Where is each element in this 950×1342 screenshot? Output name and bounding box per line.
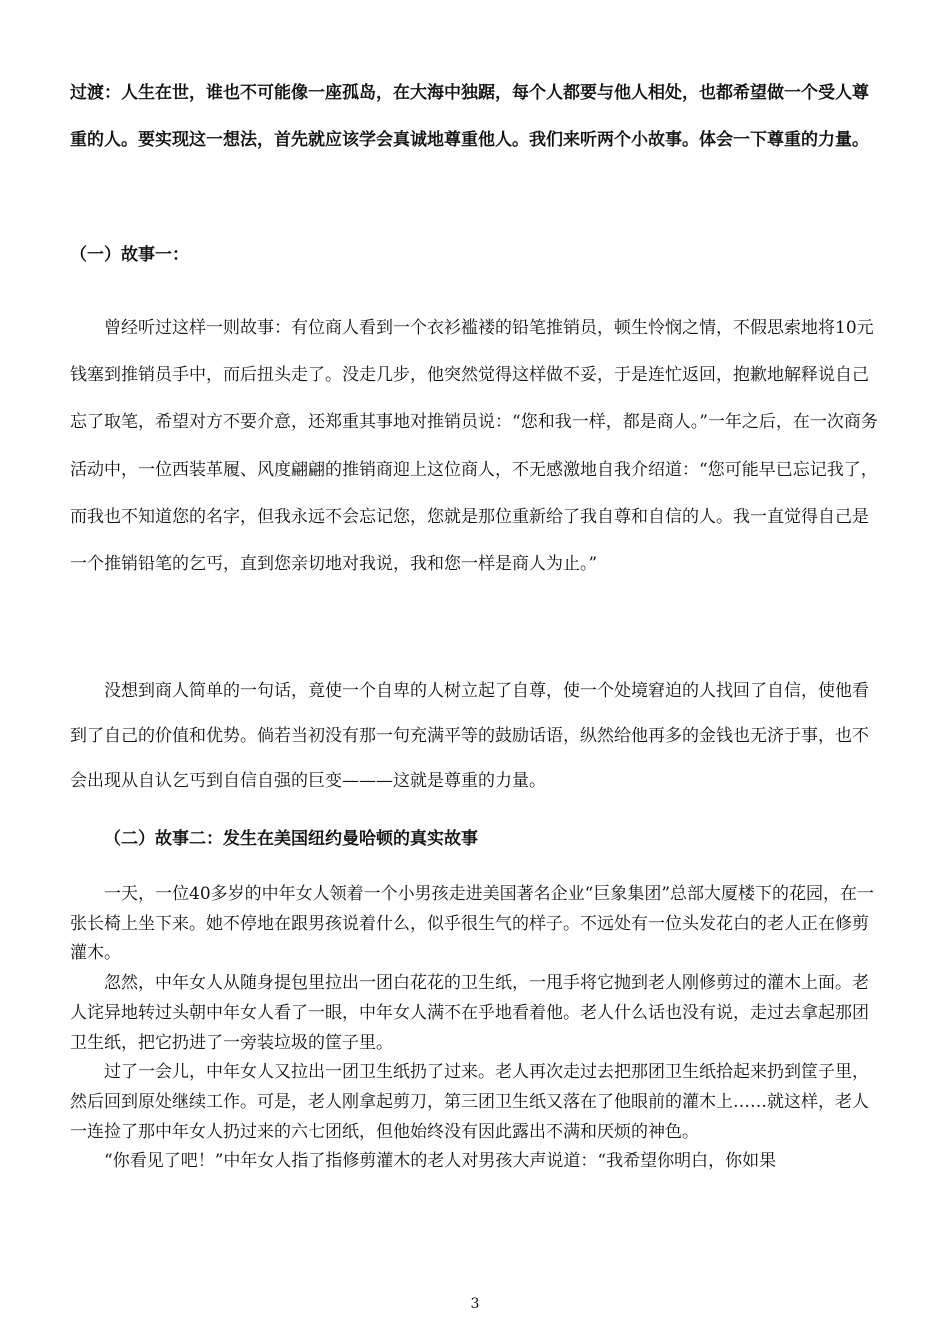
story1-paragraph-2: 没想到商人简单的一句话，竟使一个自卑的人树立起了自尊，使一个处境窘迫的人找回了自信，使他看到了自己的价值和优势。倘若当初没有那一句充满平等的鼓励话语，纵然给他再多的金钱也无济于事，也不会出现从自认乞丐到自信自强的巨变———这就是尊重的力量。	[70, 681, 869, 791]
page-number: 3	[470, 1296, 480, 1312]
story2-heading: （二）故事二：发生在美国纽约曼哈顿的真实故事	[104, 829, 478, 849]
story2-paragraph-3: 过了一会儿，中年女人又拉出一团卫生纸扔了过来。老人再次走过去把那团卫生纸拾起来扔到筐子里，然后回到原处继续工作。可是，老人刚拿起剪刀，第三团卫生纸又落在了他眼前的灌木上……就这样，老人一连捡了那中年女人扔过来的六七团纸，但他始终没有因此露出不满和厌烦的神色。	[70, 1062, 869, 1142]
story1-heading: （一）故事一：	[70, 245, 189, 265]
story2-body	[70, 880, 882, 1177]
story2-paragraph-2: 忽然，中年女人从随身提包里拉出一团白花花的卫生纸，一甩手将它抛到老人刚修剪过的灌木上面。老人诧异地转过头朝中年女人看了一眼，中年女人满不在乎地看着他。老人什么话也没有说，走过去拿起那团卫生纸，把它扔进了一旁装垃圾的筐子里。	[70, 973, 869, 1053]
story2-paragraph-1: 一天，一位40多岁的中年女人领着一个小男孩走进美国著名企业“巨象集团”总部大厦楼下的花园，在一张长椅上坐下来。她不停地在跟男孩说着什么，似乎很生气的样子。不远处有一位头发花白的老人正在修剪灌木。	[70, 884, 875, 964]
story1-paragraph-1: 曾经听过这样一则故事：有位商人看到一个衣衫褴褛的铅笔推销员，顿生怜悯之情，不假思索地将10元钱塞到推销员手中，而后扭头走了。没走几步，他突然觉得这样做不妥，于是连忙返回，抱歉地解释说自己忘了取笔，希望对方不要介意，还郑重其事地对推销员说：“您和我一样，都是商人。”一年之后，在一次商务活动中，一位西装革履、风度翩翩的推销商迎上这位商人，不无感激地自我介绍道：“您可能早已忘记我了，而我也不知道您的名字，但我永远不会忘记您，您就是那位重新给了我自尊和自信的人。我一直觉得自己是一个推销铅笔的乞丐，直到您亲切地对我说，我和您一样是商人为止。”	[70, 318, 878, 575]
story2-paragraph-4: “你看见了吧！”中年女人指了指修剪灌木的老人对男孩大声说道：“我希望你明白，你如果	[104, 1151, 777, 1172]
intro-paragraph: 过渡：人生在世，谁也不可能像一座孤岛，在大海中独踞，每个人都要与他人相处，也都希望做一个受人尊重的人。要实现这一想法，首先就应该学会真诚地尊重他人。我们来听两个小故事。体会一下尊重的力量。	[70, 83, 869, 150]
